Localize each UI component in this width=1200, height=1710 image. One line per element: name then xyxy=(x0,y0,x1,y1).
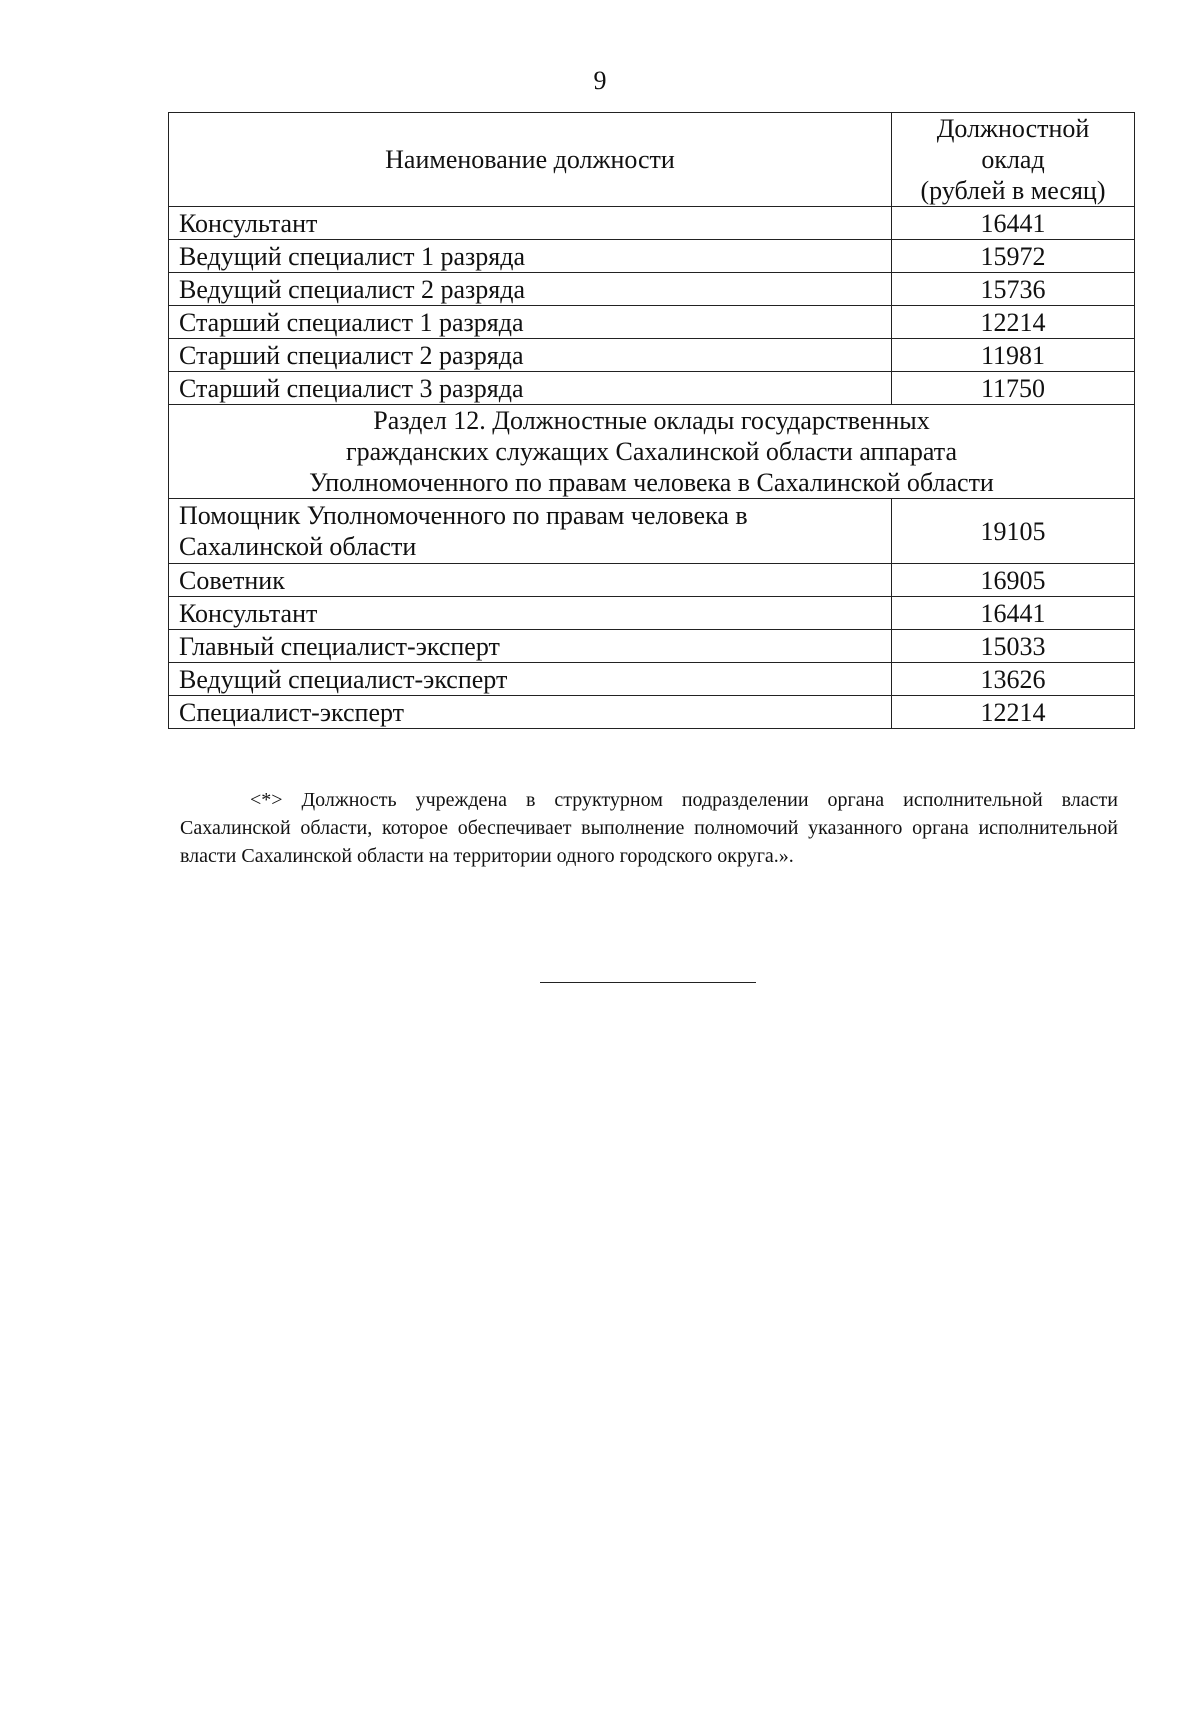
salary-value: 12214 xyxy=(892,696,1135,729)
position-name xyxy=(169,499,892,564)
salary-value: 11981 xyxy=(892,339,1135,372)
position-name: Главный специалист-эксперт xyxy=(169,630,892,663)
position-name-line1: Помощник Уполномоченного по правам человека в xyxy=(179,501,748,530)
page-number: 9 xyxy=(593,66,607,95)
column-header-salary xyxy=(892,113,1135,207)
position-name: Ведущий специалист-эксперт xyxy=(169,663,892,696)
position-name: Советник xyxy=(169,564,892,597)
salary-value: 19105 xyxy=(892,499,1135,564)
section-heading xyxy=(169,405,1135,499)
salary-table xyxy=(168,112,1135,729)
table-row xyxy=(169,273,1135,306)
salary-value: 11750 xyxy=(892,372,1135,405)
table-row xyxy=(169,240,1135,273)
column-header-position: Наименование должности xyxy=(169,113,892,207)
salary-header-line1: Должностной оклад xyxy=(936,114,1090,174)
position-name: Старший специалист 1 разряда xyxy=(169,306,892,339)
salary-value: 16905 xyxy=(892,564,1135,597)
table-row xyxy=(169,564,1135,597)
table-row xyxy=(169,630,1135,663)
position-name-line2: Сахалинской области xyxy=(179,532,417,561)
position-name: Консультант xyxy=(169,207,892,240)
position-name: Старший специалист 3 разряда xyxy=(169,372,892,405)
footnote xyxy=(180,786,1118,870)
table-row xyxy=(169,696,1135,729)
table-row xyxy=(169,597,1135,630)
section-heading-line2: гражданских служащих Сахалинской области аппарата xyxy=(346,437,957,466)
table-row xyxy=(169,207,1135,240)
salary-value: 16441 xyxy=(892,597,1135,630)
table-row xyxy=(169,499,1135,564)
salary-value: 12214 xyxy=(892,306,1135,339)
salary-value: 15033 xyxy=(892,630,1135,663)
position-name: Консультант xyxy=(169,597,892,630)
section-heading-line3: Уполномоченного по правам человека в Сахалинской области xyxy=(309,468,994,497)
salary-header-line2: (рублей в месяц) xyxy=(920,176,1106,205)
table-row xyxy=(169,663,1135,696)
salary-value: 15972 xyxy=(892,240,1135,273)
section-heading-line1: Раздел 12. Должностные оклады государственных xyxy=(373,406,930,435)
closing-divider xyxy=(540,982,756,983)
table-row xyxy=(169,306,1135,339)
section-heading-row xyxy=(169,405,1135,499)
table-header-row xyxy=(169,113,1135,207)
table-row xyxy=(169,372,1135,405)
salary-value: 13626 xyxy=(892,663,1135,696)
position-name: Ведущий специалист 2 разряда xyxy=(169,273,892,306)
position-name: Специалист-эксперт xyxy=(169,696,892,729)
salary-value: 16441 xyxy=(892,207,1135,240)
position-name: Ведущий специалист 1 разряда xyxy=(169,240,892,273)
position-name: Старший специалист 2 разряда xyxy=(169,339,892,372)
table-row xyxy=(169,339,1135,372)
salary-value: 15736 xyxy=(892,273,1135,306)
footnote-text: <*> Должность учреждена в структурном подразделении органа исполнительной власти Сахалинской области, которое обеспечивает выполнение полномочий указанного органа исполнительной власти Сахалинской области на территории одного городского округа.». xyxy=(180,789,1118,867)
